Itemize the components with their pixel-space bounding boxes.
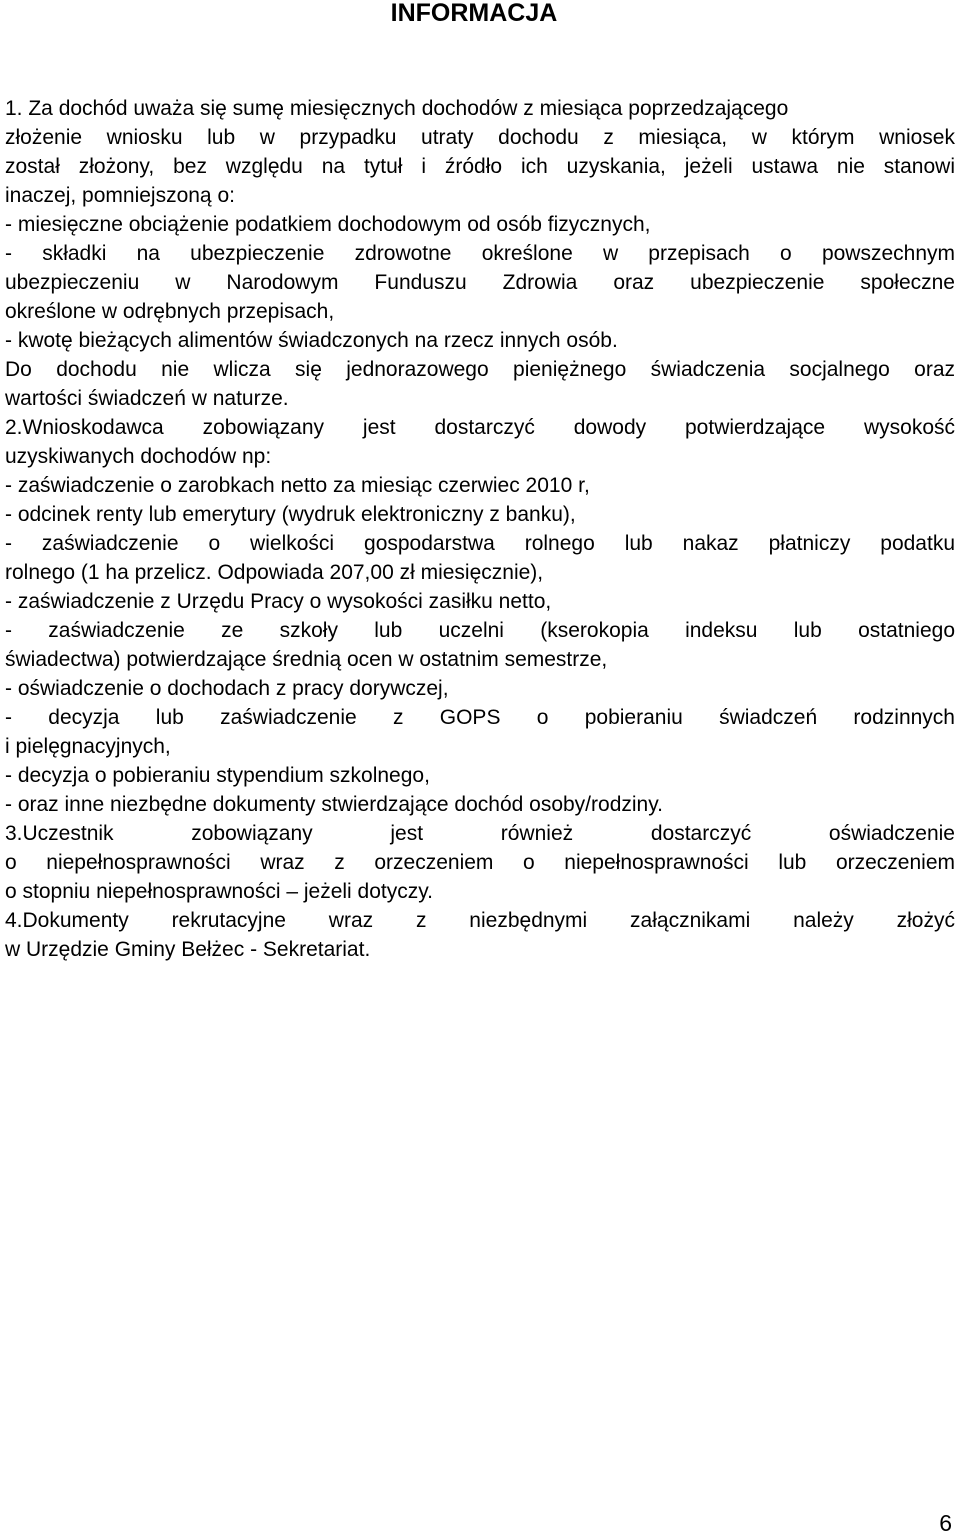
document-title: INFORMACJA: [390, 0, 558, 27]
text-line: - zaświadczenie ze szkoły lub uczelni (kserokopia indeksu lub ostatniego: [5, 619, 955, 642]
text-line: 3.Uczestnik zobowiązany jest również dostarczyć oświadczenie: [5, 822, 955, 845]
text-line: - miesięczne obciążenie podatkiem dochodowym od osób fizycznych,: [5, 213, 651, 236]
text-line: został złożony, bez względu na tytuł i źródło ich uzyskania, jeżeli ustawa nie stanowi: [5, 155, 955, 178]
text-line: o niepełnosprawności wraz z orzeczeniem o niepełnosprawności lub orzeczeniem: [5, 851, 955, 874]
text-line: - zaświadczenie z Urzędu Pracy o wysokości zasiłku netto,: [5, 590, 552, 613]
text-line: 1. Za dochód uważa się sumę miesięcznych dochodów z miesiąca poprzedzającego: [5, 97, 789, 120]
text-line: - decyzja lub zaświadczenie z GOPS o pobieraniu świadczeń rodzinnych: [5, 706, 955, 729]
text-line: 4.Dokumenty rekrutacyjne wraz z niezbędnymi załącznikami należy złożyć: [5, 909, 955, 932]
text-line: ubezpieczeniu w Narodowym Funduszu Zdrowia oraz ubezpieczenie społeczne: [5, 271, 955, 294]
text-line: Do dochodu nie wlicza się jednorazowego pieniężnego świadczenia socjalnego oraz: [5, 358, 955, 381]
text-line: - składki na ubezpieczenie zdrowotne określone w przepisach o powszechnym: [5, 242, 955, 265]
text-line: wartości świadczeń w naturze.: [5, 387, 289, 410]
text-line: w Urzędzie Gminy Bełżec - Sekretariat.: [5, 938, 371, 961]
page-number: 6: [939, 1510, 952, 1536]
text-line: rolnego (1 ha przelicz. Odpowiada 207,00 zł miesięcznie),: [5, 561, 544, 584]
text-line: złożenie wniosku lub w przypadku utraty dochodu z miesiąca, w którym wniosek: [5, 126, 955, 149]
text-line: - kwotę bieżących alimentów świadczonych na rzecz innych osób.: [5, 329, 618, 352]
text-line: - oświadczenie o dochodach z pracy dorywczej,: [5, 677, 449, 700]
text-line: - odcinek renty lub emerytury (wydruk elektroniczny z banku),: [5, 503, 576, 526]
text-line: - zaświadczenie o wielkości gospodarstwa rolnego lub nakaz płatniczy podatku: [5, 532, 955, 555]
text-line: - oraz inne niezbędne dokumenty stwierdzające dochód osoby/rodziny.: [5, 793, 663, 816]
text-line: świadectwa) potwierdzające średnią ocen w ostatnim semestrze,: [5, 648, 608, 671]
text-line: inaczej, pomniejszoną o:: [5, 184, 235, 207]
text-line: - zaświadczenie o zarobkach netto za miesiąc czerwiec 2010 r,: [5, 474, 590, 497]
text-line: - decyzja o pobieraniu stypendium szkolnego,: [5, 764, 430, 787]
document-body: [5, 94, 955, 964]
text-line: 2.Wnioskodawca zobowiązany jest dostarczyć dowody potwierdzające wysokość: [5, 416, 955, 439]
text-line: uzyskiwanych dochodów np:: [5, 445, 272, 468]
text-line: określone w odrębnych przepisach,: [5, 300, 335, 323]
text-line: o stopniu niepełnosprawności – jeżeli dotyczy.: [5, 880, 434, 903]
text-line: i pielęgnacyjnych,: [5, 735, 171, 758]
